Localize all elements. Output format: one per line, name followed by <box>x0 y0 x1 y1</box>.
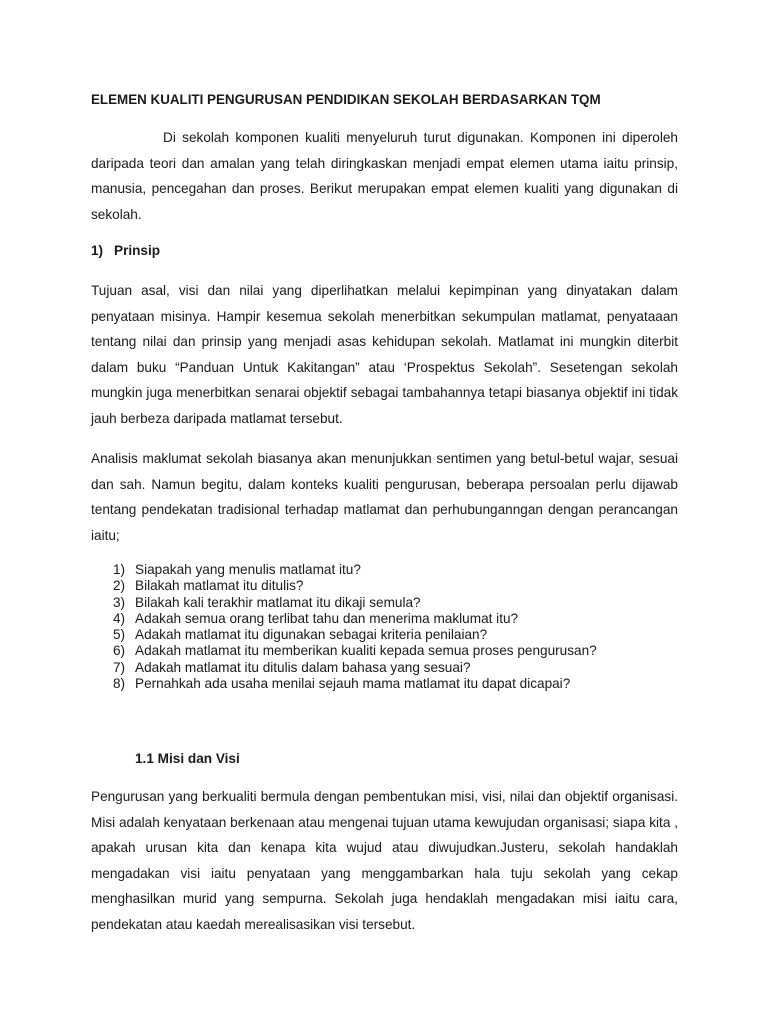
section-heading-prinsip <box>91 241 678 261</box>
list-item-number: 5) <box>113 627 126 643</box>
list-item-number: 4) <box>113 610 126 626</box>
prinsip-paragraph-2: Analisis maklumat sekolah biasanya akan menunjukkan sentimen yang betul-betul wajar, sesuai dan sah. Namun begitu, dalam konteks kualiti pengurusan, beberapa persoalan perlu dijawab tentang pendekatan tradisional terhadap matlamat dan perhubunganngan dengan perancangan iaitu; <box>91 451 678 543</box>
list-item-number: 2) <box>113 578 126 594</box>
list-item <box>91 611 678 627</box>
list-item-number: 8) <box>113 676 126 692</box>
list-item-number: 7) <box>113 659 126 675</box>
list-item-number: 3) <box>113 594 126 610</box>
section-title: Prinsip <box>114 243 161 258</box>
list-item <box>91 562 678 578</box>
list-item <box>91 578 678 594</box>
list-item-text: Adakah matlamat itu memberikan kualiti kepada semua proses pengurusan? <box>135 643 597 659</box>
misi-visi-paragraph: Pengurusan yang berkualiti bermula dengan pembentukan misi, visi, nilai dan objektif organisasi. Misi adalah kenyataan berkenaan atau mengenai tujuan utama kewujudan organisasi; siapa kita , apakah urusan kita dan kenapa kita wujud atau diwujudkan.Justeru, sekolah handaklah mengadakan visi iaitu penyataan yang menggambarkan hala tuju sekolah yang cekap menghasilkan murid yang sempurna. Sekolah juga hendaklah mengadakan misi iaitu cara, pendekatan atau kaedah merealisasikan visi tersebut. <box>91 789 678 932</box>
prinsip-paragraph-1: Tujuan asal, visi dan nilai yang diperlihatkan melalui kepimpinan yang dinyatakan dalam penyataan misinya. Hampir kesemua sekolah menerbitkan sekumpulan matlamat, penyataaan tentang nilai dan prinsip yang menjadi asas kehidupan sekolah. Matlamat ini mungkin diterbit dalam buku “Panduan Untuk Kakitangan” atau ‘Prospektus Sekolah”. Sesetengan sekolah mungkin juga menerbitkan senarai objektif sebagai tambahannya tetapi biasanya objektif ini tidak jauh berbeza daripada matlamat tersebut. <box>91 283 678 426</box>
list-item <box>91 627 678 643</box>
section-number: 1) <box>91 243 104 258</box>
list-item-text: Pernahkah ada usaha menilai sejauh mama matlamat itu dapat dicapai? <box>135 676 571 692</box>
subsection-heading-misi-visi: 1.1 Misi dan Visi <box>135 751 240 767</box>
question-list <box>91 562 678 692</box>
intro-paragraph: Di sekolah komponen kualiti menyeluruh turut digunakan. Komponen ini diperoleh daripada teori dan amalan yang telah diringkaskan menjadi empat elemen utama iaitu prinsip, manusia, pencegahan dan proses. Berikut merupakan empat elemen kualiti yang digunakan di sekolah. <box>91 130 678 222</box>
document-title: ELEMEN KUALITI PENGURUSAN PENDIDIKAN SEKOLAH BERDASARKAN TQM <box>91 92 601 107</box>
list-item <box>91 660 678 676</box>
list-item-text: Adakah matlamat itu ditulis dalam bahasa yang sesuai? <box>135 659 471 675</box>
list-item-text: Bilakah kali terakhir matlamat itu dikaji semula? <box>135 594 421 610</box>
list-item-number: 6) <box>113 643 126 659</box>
list-item-number: 1) <box>113 562 126 577</box>
list-item <box>91 676 678 692</box>
list-item-text: Siapakah yang menulis matlamat itu? <box>135 562 361 577</box>
list-item <box>91 643 678 659</box>
document-content <box>91 90 678 937</box>
list-item-text: Adakah matlamat itu digunakan sebagai kriteria penilaian? <box>135 627 488 643</box>
list-item-text: Adakah semua orang terlibat tahu dan menerima maklumat itu? <box>135 610 519 626</box>
list-item-text: Bilakah matlamat itu ditulis? <box>135 578 304 594</box>
list-item <box>91 595 678 611</box>
